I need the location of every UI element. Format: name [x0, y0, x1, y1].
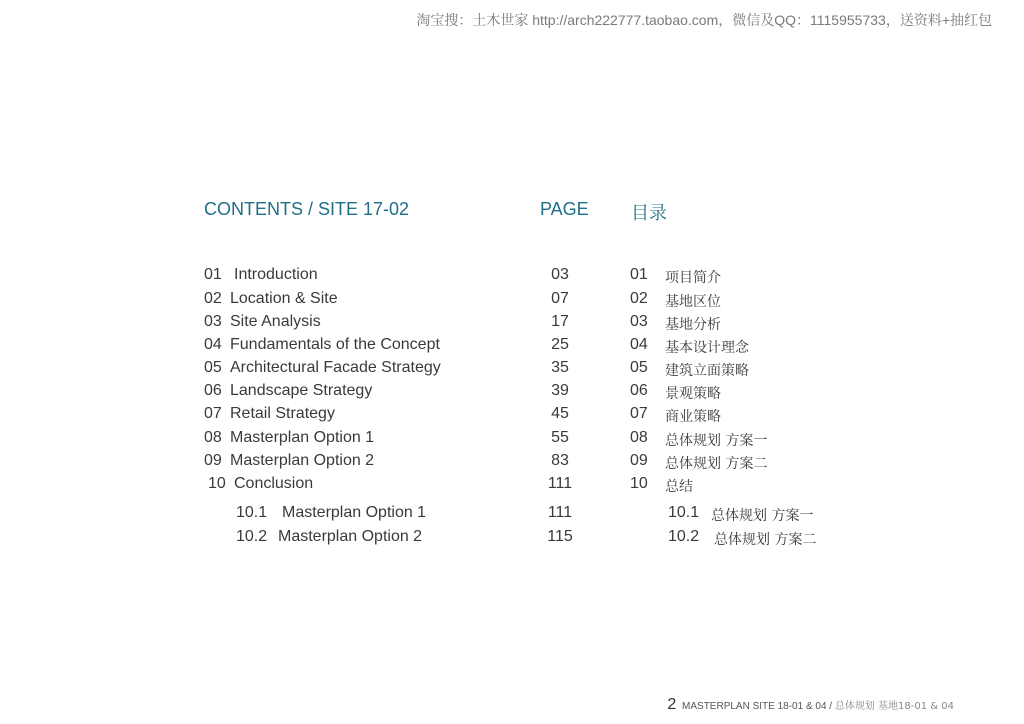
toc-cn-title: 基地区位	[665, 294, 721, 310]
toc-cn-title: 基本设计理念	[665, 340, 749, 356]
page-heading: PAGE	[540, 199, 589, 219]
toc-page: 115	[547, 528, 573, 545]
toc-cn-title: 商业策略	[665, 409, 721, 425]
toc-row-01	[0, 266, 1024, 288]
toc-title: Masterplan Option 1	[230, 429, 375, 446]
toc-row-10-1	[0, 504, 1024, 526]
toc-cn-number: 01	[630, 266, 648, 283]
toc-title: Location & Site	[230, 290, 338, 307]
chinese-contents-heading: 目录	[631, 203, 667, 224]
toc-title: Conclusion	[234, 475, 314, 492]
toc-cn-number: 05	[630, 359, 648, 376]
toc-row-03	[0, 313, 1024, 335]
toc-page: 35	[551, 359, 569, 376]
toc-row-05	[0, 359, 1024, 381]
toc-cn-number: 10	[630, 475, 648, 492]
toc-page: 45	[551, 405, 569, 422]
toc-cn-title: 总结	[665, 479, 693, 495]
footer-text: MASTERPLAN SITE 18-01 & 04 /	[682, 701, 833, 712]
toc-row-06	[0, 382, 1024, 404]
toc-number: 10.2	[236, 528, 268, 545]
toc-title: Masterplan Option 2	[278, 528, 423, 545]
toc-title: Masterplan Option 2	[230, 452, 375, 469]
toc-cn-number: 07	[630, 405, 648, 422]
toc-row-04	[0, 336, 1024, 358]
watermark-text: 淘宝搜：土木世家 http://arch222777.taobao.com，微信及QQ：1115955733，送资料+抽红包	[416, 12, 992, 28]
toc-cn-number: 03	[630, 313, 648, 330]
toc-number: 06	[204, 382, 222, 399]
toc-row-10	[0, 475, 1024, 497]
toc-page: 39	[551, 382, 569, 399]
toc-cn-title: 总体规划 方案二	[665, 456, 768, 472]
toc-cn-title: 基地分析	[665, 317, 721, 333]
toc-number: 10.1	[236, 504, 268, 521]
toc-page: 25	[551, 336, 569, 353]
toc-row-02	[0, 290, 1024, 312]
toc-title: Retail Strategy	[230, 405, 335, 422]
toc-number: 04	[204, 336, 222, 353]
toc-row-08	[0, 429, 1024, 451]
toc-page: 83	[551, 452, 569, 469]
contents-heading: CONTENTS / SITE 17-02	[204, 199, 410, 219]
toc-title: Site Analysis	[230, 313, 321, 330]
toc-cn-number: 10.2	[668, 528, 700, 545]
footer-text-cn: 总体规划 基地18-01 & 04	[834, 701, 954, 712]
toc-title: Introduction	[234, 266, 318, 283]
toc-cn-number: 08	[630, 429, 648, 446]
toc-title: Fundamentals of the Concept	[230, 336, 440, 353]
toc-cn-title: 总体规划 方案一	[665, 433, 768, 449]
toc-number: 03	[204, 313, 222, 330]
toc-page: 17	[551, 313, 569, 330]
toc-cn-title: 建筑立面策略	[665, 363, 749, 379]
toc-cn-number: 10.1	[668, 504, 700, 521]
toc-row-07	[0, 405, 1024, 427]
toc-title: Landscape Strategy	[230, 382, 373, 399]
toc-number: 05	[204, 359, 222, 376]
toc-cn-title: 项目简介	[665, 270, 721, 286]
toc-number: 01	[204, 266, 222, 283]
toc-cn-number: 02	[630, 290, 648, 307]
toc-number: 07	[204, 405, 222, 422]
toc-page: 111	[547, 504, 573, 521]
toc-page: 111	[547, 475, 573, 492]
toc-number: 08	[204, 429, 222, 446]
toc-cn-number: 09	[630, 452, 648, 469]
toc-cn-number: 06	[630, 382, 648, 399]
toc-page: 07	[551, 290, 569, 307]
toc-cn-title: 总体规划 方案一	[711, 508, 814, 524]
toc-number: 09	[204, 452, 222, 469]
toc-title: Masterplan Option 1	[282, 504, 427, 521]
toc-cn-title: 景观策略	[665, 386, 721, 402]
toc-title: Architectural Facade Strategy	[230, 359, 441, 376]
toc-cn-number: 04	[630, 336, 648, 353]
toc-page: 55	[551, 429, 569, 446]
toc-row-10-2	[0, 528, 1024, 550]
page-footer	[667, 696, 954, 714]
toc-number: 10	[208, 475, 226, 492]
footer-page-number: 2	[667, 696, 677, 713]
toc-row-09	[0, 452, 1024, 474]
toc-page: 03	[551, 266, 569, 283]
toc-number: 02	[204, 290, 222, 307]
toc-cn-title: 总体规划 方案二	[714, 532, 817, 548]
